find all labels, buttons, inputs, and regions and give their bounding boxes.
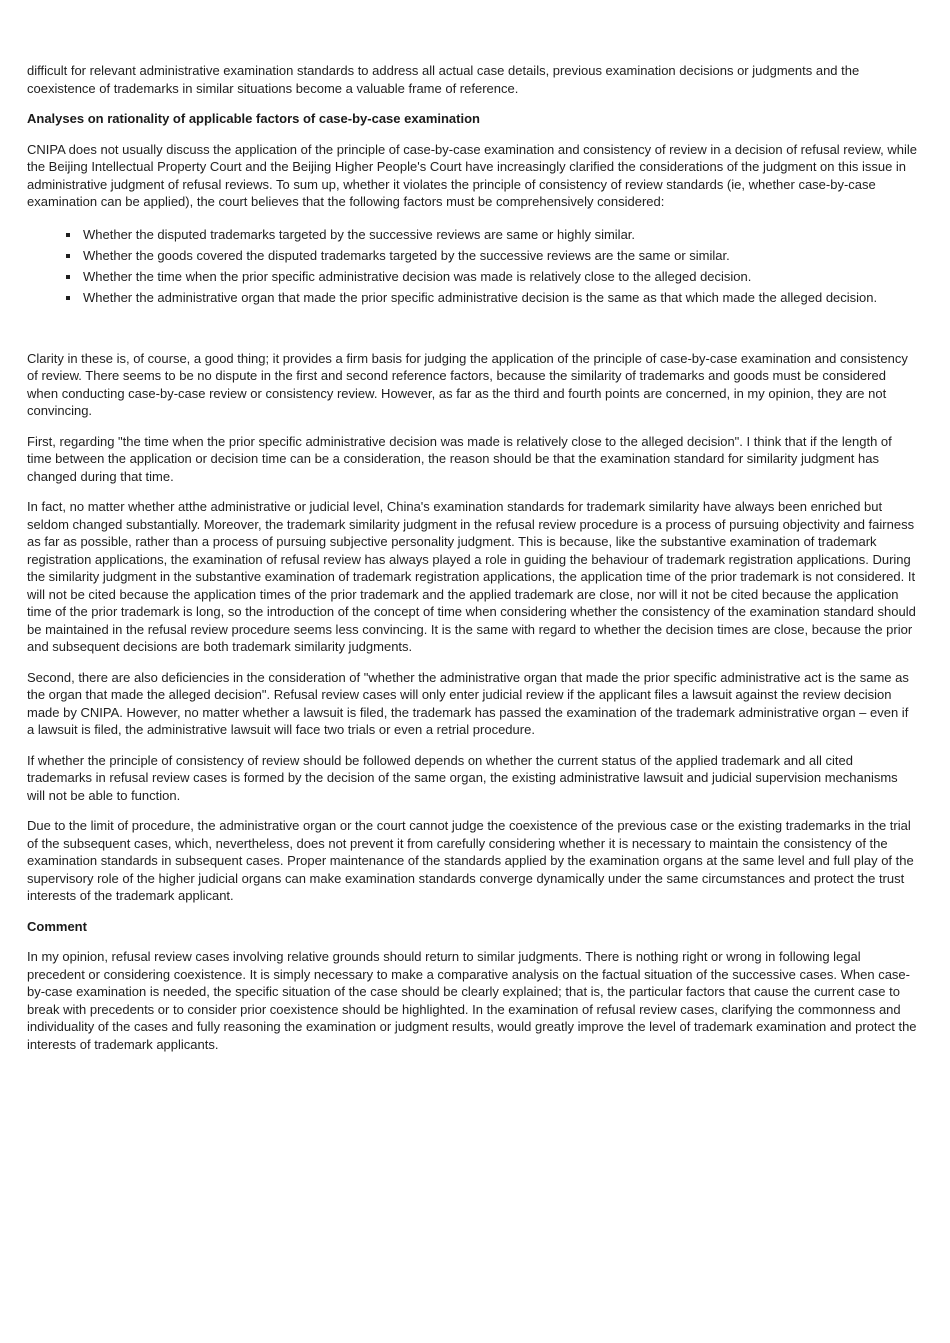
paragraph-first-point: First, regarding "the time when the prior specific administrative decision was made is relatively close to the alleged decision". I think that if the length of time between the application or decision time can be a consideration, the reason should be that the examination standard for similarity judgment has changed during that time. — [27, 433, 892, 484]
paragraph-second-point: Second, there are also deficiencies in the consideration of "whether the administrative organ that made the prior specific administrative act is the same as the organ that made the alleged decision". Refusal review cases will only enter judicial review if the applicant files a lawsuit against the review decision made by CNIPA. However, no matter whether a lawsuit is filed, the trademark has passed the examination of the trademark administrative organ – even if a lawsuit is filed, the administrative lawsuit will face two trials or even a retrial procedure. — [27, 669, 909, 737]
paragraph-clarity: Clarity in these is, of course, a good thing; it provides a firm basis for judging the application of the principle of case-by-case examination and consistency of review. There seems to be no dispute in the first and second reference factors, because the similarity of trademarks and goods must be considered when conducting case-by-case review or consistency review. However, as far as the third and fourth points are concerned, in my opinion, they are not convincing. — [27, 350, 908, 418]
paragraph-due-to-limit: Due to the limit of procedure, the administrative organ or the court cannot judge the coexistence of the previous case or the existing trademarks in the trial of the subsequent cases, which, nevertheless, does not prevent it from carefully considering whether it is necessary to maintain the consistency of the examination standards in subsequent cases. Proper maintenance of the standards applied by the examination organs at the same level and full play of the supervisory role of the higher judicial organs can make examination standards converge dynamically under the same circumstances and protect the trust interests of the trademark applicant. — [27, 818, 914, 903]
paragraph-if-whether: If whether the principle of consistency of review should be followed depends on whether the current status of the applied trademark and all cited trademarks in refusal review cases is formed by the decision of the same organ, the existing administrative lawsuit and judicial supervision mechanisms will not be able to function. — [27, 752, 898, 803]
paragraph-in-fact: In fact, no matter whether atthe administrative or judicial level, China's examination standards for trademark similarity have always been enriched but seldom changed substantially. Moreover, the trademark similarity judgment in the refusal review procedure is a process of pursuing objectivity and fairness as far as possible, rather than a process of pursuing subjective personality judgment. This is because, like the substantive examination of trademark registration applications, the examination of refusal review has always played a role in guiding the behaviour of trademark registration applications. During the similarity judgment in the substantive examination of trademark registration applications, the application time of the prior trademark is not considered. It will not be cited because the application times of the prior trademark and the applied trademark are close, nor will it not be cited because the application time of the prior trademark is long, so the introduction of the concept of time when considering whether the consistency of the examination standard should be maintained in the refusal review procedure seems less convincing. It is the same with regard to whether the decision times are close, because the prior and subsequent decisions are both trademark similarity judgments. — [27, 499, 916, 654]
factor-item: ▪ Whether the goods covered the disputed trademarks targeted by the successive reviews are the same or similar. — [81, 245, 918, 266]
paragraph-intro: difficult for relevant administrative examination standards to address all actual case details, previous examination decisions or judgments and the coexistence of trademarks in similar situations become a valuable frame of reference. — [27, 63, 860, 96]
factor-item: ▪ Whether the disputed trademarks targeted by the successive reviews are same or highly similar. — [81, 224, 918, 245]
paragraph-comment-opinion: In my opinion, refusal review cases involving relative grounds should return to similar judgments. There is nothing right or wrong in following legal precedent or considering coexistence. It is simply necessary to make a comparative analysis on the factual situation of the successive cases. When case-by-case examination is needed, the specific situation of the case should be clearly explained; that is, the particular factors that cause the current case to break with precedents or to consider prior coexistence should be highlighted. In the examination of refusal review cases, clarifying the commonness and individuality of the cases and fully reasoning the examination or judgment results, would greatly improve the level of trademark examination and protect the interests of trademark applicants. — [27, 949, 917, 1052]
factor-item: ▪ Whether the administrative organ that made the prior specific administrative decision is the same as that which made the alleged decision. — [81, 287, 918, 308]
section-heading-analyses: Analyses on rationality of applicable factors of case-by-case examination — [27, 111, 480, 126]
section-heading-comment: Comment — [27, 918, 87, 934]
factor-list — [27, 224, 918, 308]
paragraph-lead: CNIPA does not usually discuss the application of the principle of case-by-case examination and consistency of review in a decision of refusal review, while the Beijing Intellectual Property Court and the Beijing Higher People's Court have increasingly clarified the considerations of the judgment on this issue in administrative judgment of refusal reviews. To sum up, whether it violates the principle of consistency of review standards (ie, whether case-by-case examination can be applied), the court believes that the following factors must be comprehensively considered: — [27, 141, 918, 209]
factor-item: ▪ Whether the time when the prior specific administrative decision was made is relatively close to the alleged decision. — [81, 266, 918, 287]
